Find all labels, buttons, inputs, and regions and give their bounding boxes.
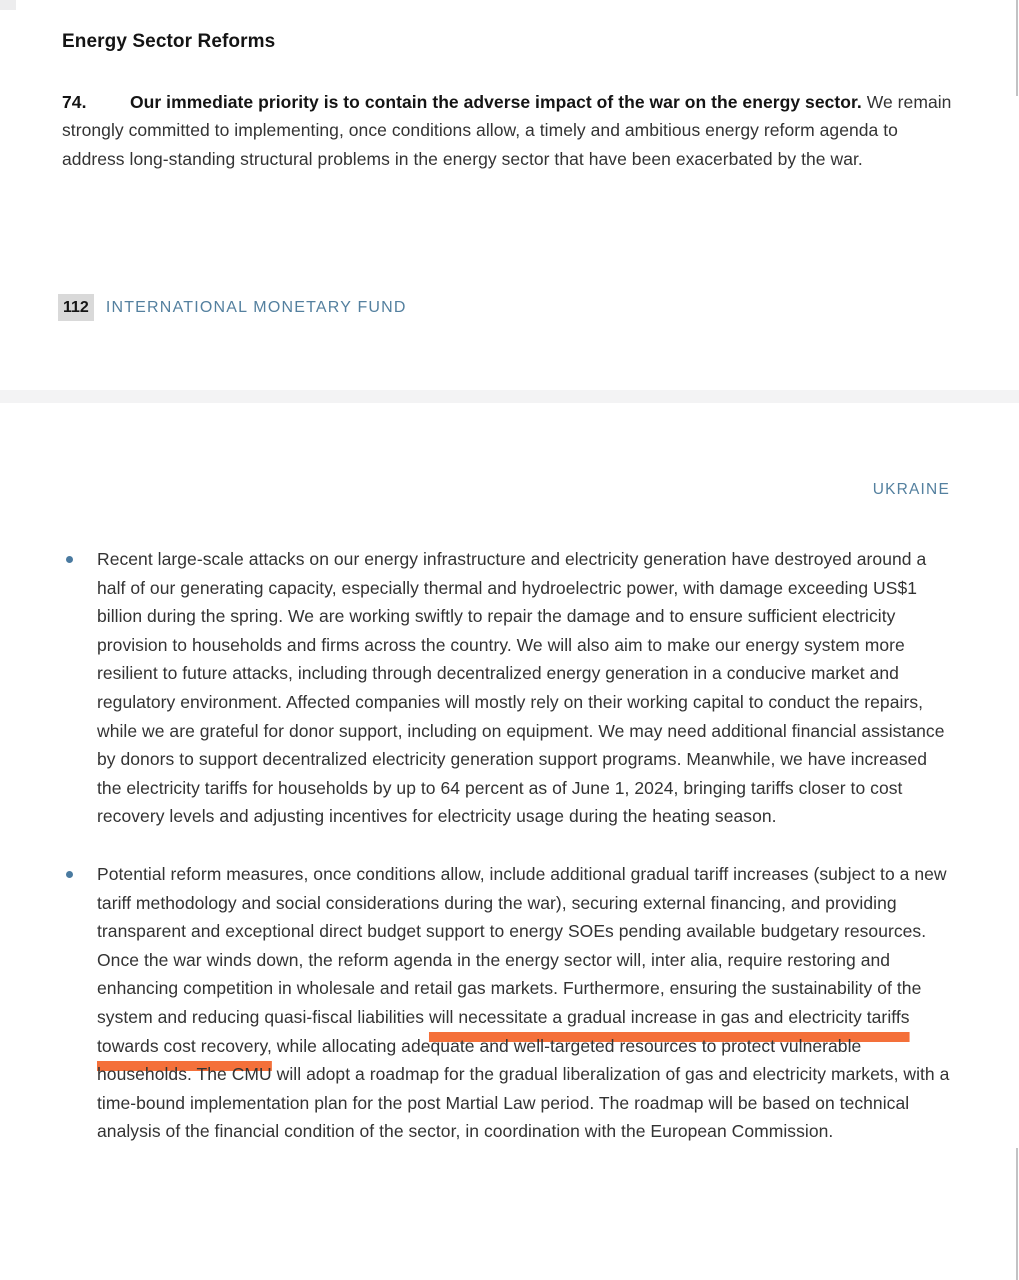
text-segment: while allocating adequate and well-targeted resources to protect vulnerable households. The CMU will adopt a roadmap for the gradual liberalization of gas and electricity markets, with a time-bound implementation plan for the post Martial Law period. The roadmap will be based on technical analysis of the financial condition of the sector, in coordination with the European Commission. (97, 1035, 950, 1142)
bullet-dot-icon (62, 860, 97, 1146)
text-segment: Potential reform measures, once conditions allow, include additional gradual tariff increases (subject to a new tariff methodology and social considerations during the war), securing external financing, and providing transparent and exceptional direct budget support to energy SOEs pending available budgetary resources. Once the war winds down, the reform agenda in the energy sector will, inter alia, require restoring and enhancing competition in wholesale and retail gas markets. Furthermore, ensuring the sustainability of the system and reducing quasi-fiscal liabilities (97, 863, 947, 1027)
paragraph-74 (62, 88, 952, 174)
orange-underlined-phrase: will necessitate a gradual increase in gas and electricity tariffs towards cost recovery, (97, 1006, 910, 1056)
page-edge-line (1016, 1148, 1018, 1280)
section-heading: Energy Sector Reforms (62, 30, 276, 52)
page-footer (58, 294, 407, 321)
bullet-item-energy-attacks (62, 545, 954, 831)
bullet-text (97, 860, 954, 1146)
running-header-country: UKRAINE (872, 481, 950, 498)
paragraph-body: We remain strongly committed to implementing, once conditions allow, a timely and ambitious energy reform agenda to address long-standing structural problems in the energy sector that have been exacerbated by the war. (62, 91, 952, 170)
corner-artifact (0, 0, 16, 10)
page-break-divider (0, 390, 1019, 403)
paragraph-bold-lead: Our immediate priority is to contain the adverse impact of the war on the energy sector. (130, 91, 862, 112)
bullet-text (97, 545, 954, 831)
bullet-list (62, 545, 954, 1146)
text-segment: Recent large-scale attacks on our energy infrastructure and electricity generation have destroyed around a half of our generating capacity, especially thermal and hydroelectric power, with damage exceeding US$1 billion during the spring. We are working swiftly to repair the damage and to ensure sufficient electricity provision to households and firms across the country. We will also aim to make our energy system more resilient to future attacks, including through decentralized energy generation in a conducive market and regulatory environment. Affected companies will mostly rely on their working capital to conduct the repairs, while we are grateful for donor support, including on equipment. We may need additional financial assistance by donors to support decentralized electricity generation support programs. Meanwhile, we have increased the electricity tariffs for households by up to 64 percent as of June 1, 2024, bringing tariffs closer to cost recovery levels and adjusting incentives for electricity usage during the heating season. (97, 549, 945, 827)
bullet-dot-icon (62, 545, 97, 831)
page-edge-line (1016, 0, 1018, 96)
page-number-badge: 112 (58, 294, 94, 321)
bullet-item-reform-measures (62, 860, 954, 1146)
organization-name: INTERNATIONAL MONETARY FUND (105, 299, 407, 316)
paragraph-number: 74. (62, 91, 87, 112)
